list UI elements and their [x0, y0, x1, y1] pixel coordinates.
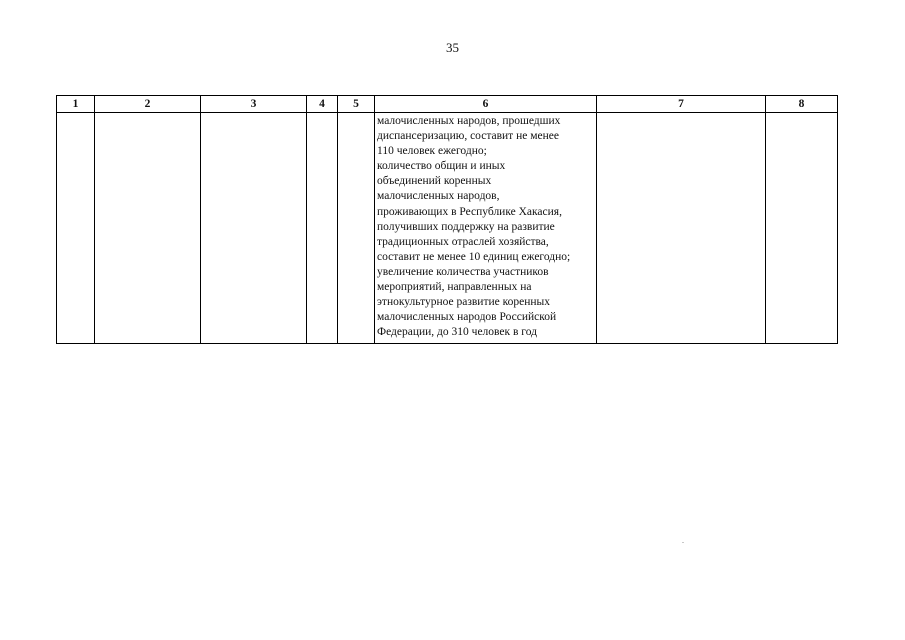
text-line: этнокультурное развитие коренных	[377, 296, 551, 309]
table-row	[57, 113, 838, 344]
cell-col-1	[57, 113, 95, 344]
cell-col-7	[597, 113, 766, 344]
text-line: получивших поддержку на развитие	[377, 220, 555, 233]
text-line: традиционных отраслей хозяйства,	[377, 235, 549, 248]
column-header-6: 6	[375, 96, 597, 113]
text-line: составит не менее 10 единиц ежегодно;	[377, 250, 571, 263]
text-line: 110 человек ежегодно;	[377, 145, 487, 158]
text-line: количество общин и иных	[377, 160, 506, 173]
header-row	[57, 96, 838, 113]
column-header-5: 5	[338, 96, 375, 113]
text-line: малочисленных народов, прошедших	[377, 115, 561, 127]
text-line: объединений коренных	[377, 175, 492, 188]
column-header-7: 7	[597, 96, 766, 113]
cell-col-3	[201, 113, 307, 344]
scan-speck	[682, 542, 684, 543]
text-line: диспансеризацию, составит не менее	[377, 130, 559, 143]
column-header-1: 1	[57, 96, 95, 113]
cell-col-2	[95, 113, 201, 344]
text-line: малочисленных народов Российской	[377, 311, 557, 324]
column-header-2: 2	[95, 96, 201, 113]
text-line: Федерации, до 310 человек в год	[377, 326, 537, 339]
column-header-8: 8	[766, 96, 838, 113]
text-line: малочисленных народов,	[377, 190, 500, 203]
page-number: 35	[446, 40, 459, 55]
column-header-3: 3	[201, 96, 307, 113]
data-table	[56, 95, 838, 344]
cell-col-6	[375, 113, 597, 344]
cell-col-5	[338, 113, 375, 344]
cell-col-8	[766, 113, 838, 344]
cell-col-4	[307, 113, 338, 344]
text-line: увеличение количества участников	[377, 265, 549, 278]
cell-col-6-text	[375, 113, 596, 343]
column-header-4: 4	[307, 96, 338, 113]
text-line: проживающих в Республике Хакасия,	[377, 205, 562, 218]
text-line: мероприятий, направленных на	[377, 281, 532, 294]
